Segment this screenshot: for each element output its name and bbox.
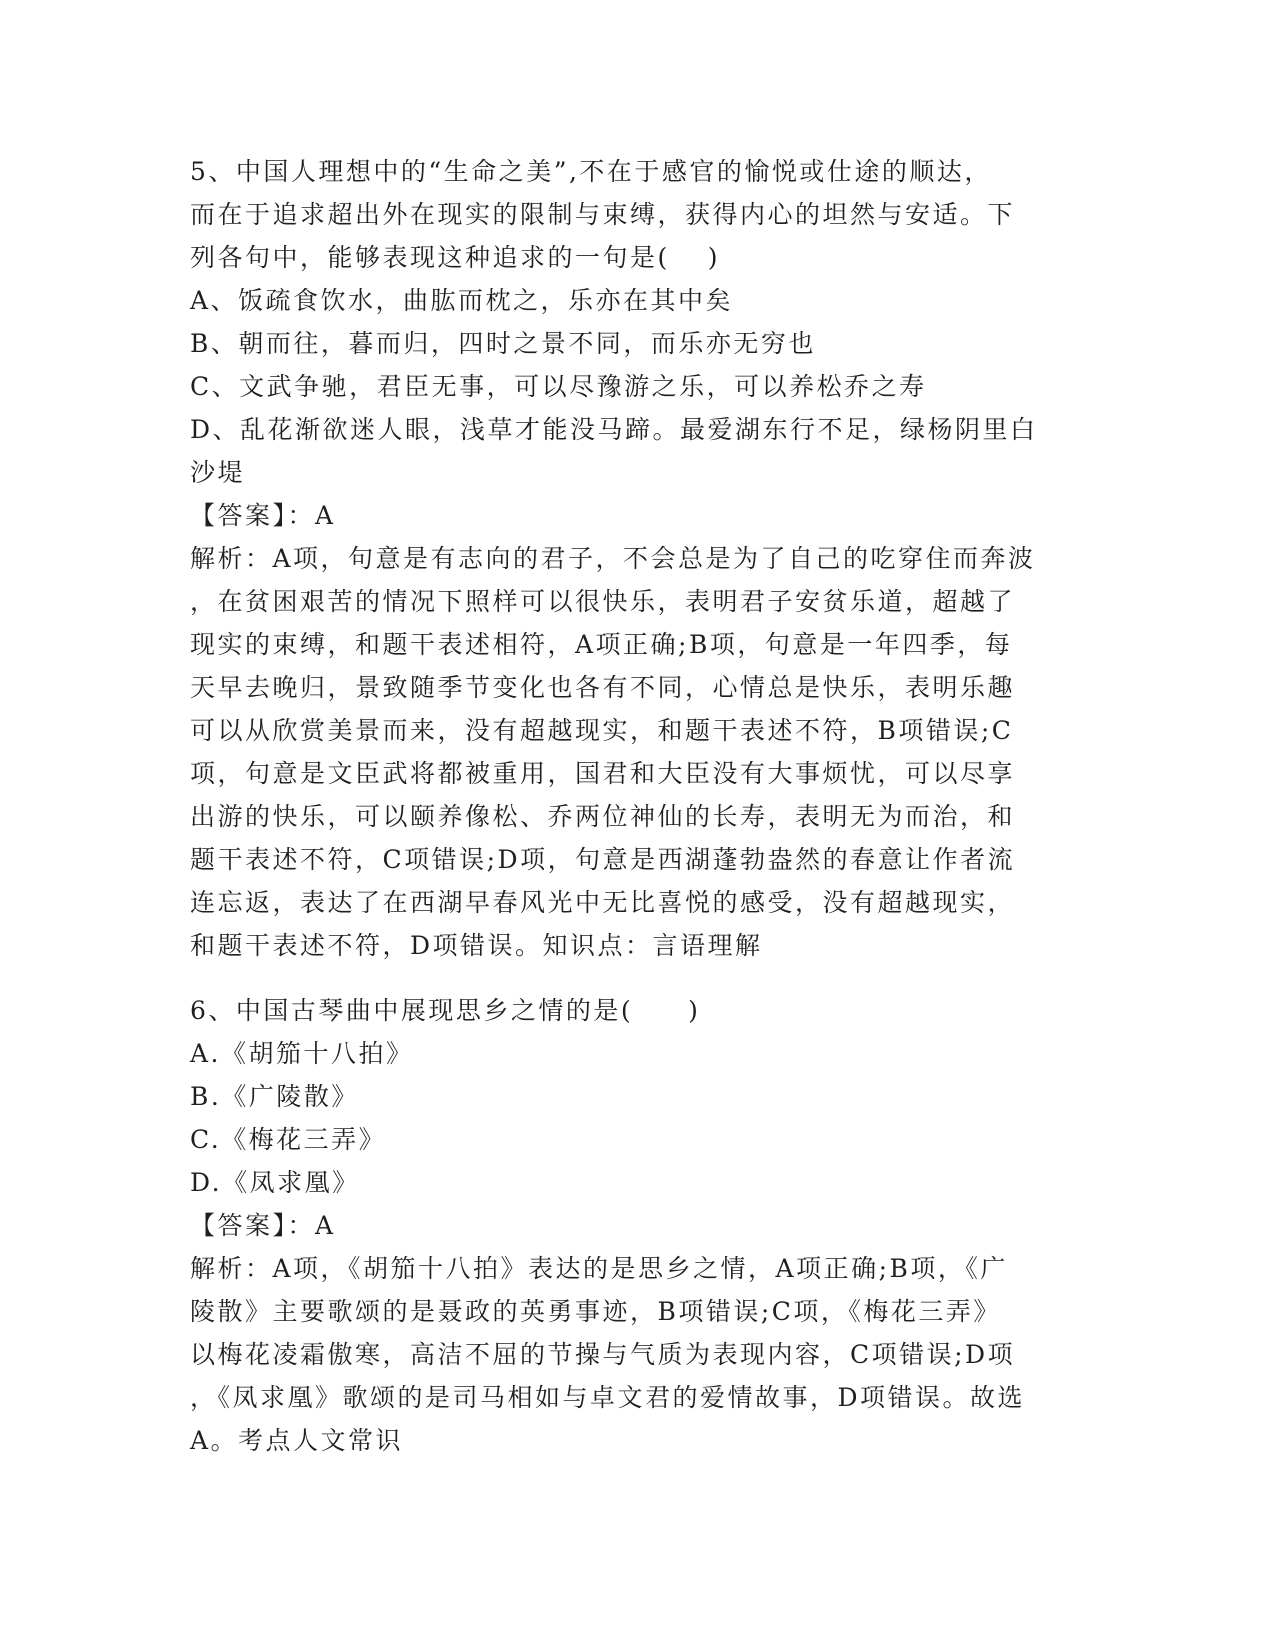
analysis-text: [190, 1247, 1090, 1462]
question-stem: [190, 150, 1090, 279]
analysis-line: 题干表述不符，C项错误;D项，句意是西湖蓬勃盎然的春意让作者流: [190, 845, 1016, 874]
option-a: A、饭疏食饮水，曲肱而枕之，乐亦在其中矣: [190, 286, 734, 315]
answer-label: 【答案】：A: [190, 1211, 336, 1240]
stem-line: 5、中国人理想中的“生命之美”,不在于感官的愉悦或仕途的顺达，: [190, 157, 992, 186]
analysis-line: 以梅花凌霜傲寒，高洁不屈的节操与气质为表现内容，C项错误;D项: [190, 1340, 1016, 1369]
analysis-line: 可以从欣赏美景而来，没有超越现实，和题干表述不符，B项错误;C: [190, 716, 1014, 745]
question-6: [190, 989, 1090, 1462]
analysis-line: 连忘返，表达了在西湖早春风光中无比喜悦的感受，没有超越现实，: [190, 888, 1016, 917]
option-d: D.《凤求凰》: [190, 1168, 360, 1197]
analysis-line: 陵散》主要歌颂的是聂政的英勇事迹，B项错误;C项，《梅花三弄》: [190, 1297, 1001, 1326]
analysis-line: 现实的束缚，和题干表述相符，A项正确;B项，句意是一年四季，每: [190, 630, 1013, 659]
analysis-text: [190, 537, 1090, 967]
stem-line: 列各句中，能够表现这种追求的一句是( ): [190, 243, 720, 272]
answer-label: 【答案】：A: [190, 501, 336, 530]
question-options: [190, 279, 1090, 494]
analysis-line: 项，句意是文臣武将都被重用，国君和大臣没有大事烦忧，可以尽享: [190, 759, 1016, 788]
option-d: D、乱花渐欲迷人眼，浅草才能没马蹄。最爱湖东行不足，绿杨阴里白: [190, 415, 1038, 444]
option-a: A.《胡笳十八拍》: [190, 1039, 414, 1068]
option-b: B.《广陵散》: [190, 1082, 359, 1111]
option-b: B、朝而往，暮而归，四时之景不同，而乐亦无穷也: [190, 329, 816, 358]
question-stem: [190, 989, 1090, 1032]
analysis-line: 解析：A项，《胡笳十八拍》表达的是思乡之情，A项正确;B项，《广: [190, 1254, 1008, 1283]
analysis-line: ，《凤求凰》歌颂的是司马相如与卓文君的爱情故事，D项错误。故选: [190, 1383, 1026, 1412]
question-options: [190, 1032, 1090, 1204]
stem-line: 6、中国古琴曲中展现思乡之情的是( ): [190, 996, 701, 1025]
analysis-line: 和题干表述不符，D项错误。知识点：言语理解: [190, 931, 763, 960]
analysis-line: A。考点人文常识: [190, 1426, 404, 1455]
option-d-continued: 沙堤: [190, 458, 246, 487]
option-c: C.《梅花三弄》: [190, 1125, 387, 1154]
question-5: [190, 150, 1090, 967]
question-spacer: [190, 967, 1090, 989]
analysis-line: 出游的快乐，可以颐养像松、乔两位神仙的长寿，表明无为而治，和: [190, 802, 1016, 831]
analysis-line: 解析：A项，句意是有志向的君子，不会总是为了自己的吃穿住而奔波: [190, 544, 1036, 573]
stem-line: 而在于追求超出外在现实的限制与束缚，获得内心的坦然与安适。下: [190, 200, 1016, 229]
option-c: C、文武争驰，君臣无事，可以尽豫游之乐，可以养松乔之寿: [190, 372, 927, 401]
analysis-line: 天早去晚归，景致随季节变化也各有不同，心情总是快乐，表明乐趣: [190, 673, 1016, 702]
document-page: [190, 150, 1090, 1462]
analysis-line: ，在贫困艰苦的情况下照样可以很快乐，表明君子安贫乐道，超越了: [190, 587, 1016, 616]
